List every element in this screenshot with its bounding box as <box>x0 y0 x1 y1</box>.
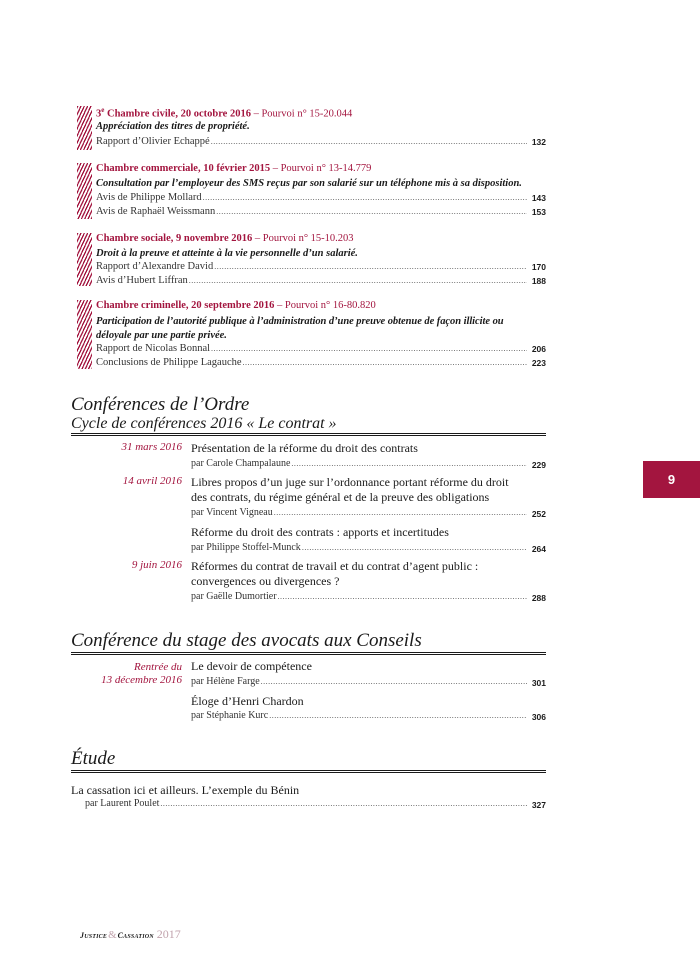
case-heading: Chambre criminelle, 20 septembre 2016 – Pourvoi n° 16-80.820 <box>96 300 376 311</box>
dot-leader <box>160 797 527 810</box>
toc-entry[interactable]: par Carole Champalaune ..... <box>191 457 528 470</box>
page-number: 132 <box>531 137 546 147</box>
case-heading: Chambre sociale, 9 novembre 2016 – Pourvoi n° 15-10.203 <box>96 233 354 244</box>
page-number: 301 <box>531 678 546 688</box>
toc-entry[interactable]: Rapport de Nicolas Bonnal ..... <box>96 342 528 355</box>
section-rule <box>71 433 546 436</box>
conference-date: 31 mars 2016 <box>121 441 182 453</box>
stripe-decoration <box>77 233 92 286</box>
case-subject: Droit à la preuve et atteinte à la vie personnelle d’un salarié. <box>96 248 358 259</box>
toc-entry[interactable]: Rapport d’Olivier Echappé ..... <box>96 135 528 148</box>
dot-leader <box>274 506 527 519</box>
conference-title: Réformes du contrat de travail et du contrat d’agent public : convergences ou divergences ? <box>191 559 479 588</box>
page-number: 252 <box>531 509 546 519</box>
toc-entry[interactable]: par Gaëlle Dumortier ..... <box>191 590 528 603</box>
conference-date: Rentrée du 13 décembre 2016 <box>101 661 182 686</box>
conference-title: Libres propos d’un juge sur l’ordonnance portant réforme du droit des contrats, du régime général et de la preuve des obligations <box>191 475 509 504</box>
dot-leader <box>216 205 527 218</box>
page-number: 327 <box>531 800 546 810</box>
dot-leader <box>278 590 527 603</box>
page-number: 153 <box>531 207 546 217</box>
section-subtitle: Cycle de conférences 2016 « Le contrat » <box>71 415 337 432</box>
conference-title: Présentation de la réforme du droit des contrats <box>191 441 418 455</box>
section-rule <box>71 652 546 655</box>
page-number: 188 <box>531 276 546 286</box>
conference-date: 14 avril 2016 <box>122 475 182 487</box>
toc-entry[interactable]: par Laurent Poulet ..... <box>85 797 528 810</box>
dot-leader <box>211 135 527 148</box>
conference-title: Le devoir de compétence <box>191 659 312 673</box>
toc-entry[interactable]: Rapport d’Alexandre David ..... <box>96 260 528 273</box>
conference-title: Éloge d’Henri Chardon <box>191 694 304 708</box>
page-number: 143 <box>531 193 546 203</box>
page-number: 170 <box>531 262 546 272</box>
dot-leader <box>291 457 527 470</box>
case-heading: Chambre commerciale, 10 février 2015 – Pourvoi n° 13-14.779 <box>96 163 372 174</box>
stripe-decoration <box>77 163 92 219</box>
case-heading: 3e Chambre civile, 20 octobre 2016 – Pourvoi n° 15-20.044 <box>96 106 353 120</box>
dot-leader <box>214 260 527 273</box>
section-title: Étude <box>71 748 116 769</box>
page-number: 206 <box>531 344 546 354</box>
page-number: 288 <box>531 593 546 603</box>
study-title: La cassation ici et ailleurs. L’exemple du Bénin <box>71 783 300 797</box>
toc-entry[interactable]: par Vincent Vigneau ..... <box>191 506 528 519</box>
toc-entry[interactable]: Avis de Philippe Mollard ..... <box>96 191 528 204</box>
dot-leader <box>302 541 527 554</box>
dot-leader <box>189 274 527 287</box>
conference-date: 9 juin 2016 <box>131 559 182 571</box>
case-subject: Appréciation des titres de propriété. <box>96 121 250 132</box>
page-number: 306 <box>531 712 546 722</box>
dot-leader <box>261 675 527 688</box>
dot-leader <box>243 356 527 369</box>
footer-logo: Justice&Cassation 2017 <box>80 927 181 941</box>
page-number: 223 <box>531 358 546 368</box>
stripe-decoration <box>77 106 92 150</box>
section-title: Conférences de l’Ordre <box>71 394 250 415</box>
case-subject: Participation de l’autorité publique à l’administration d’une preuve obtenue de façon illicite ou déloyale par une partie privée. <box>96 316 504 341</box>
dot-leader <box>269 709 527 722</box>
toc-entry[interactable]: par Philippe Stoffel-Munck ..... <box>191 541 528 554</box>
stripe-decoration <box>77 300 92 369</box>
section-rule <box>71 770 546 773</box>
dot-leader <box>203 191 527 204</box>
dot-leader <box>211 342 527 355</box>
toc-entry[interactable]: Conclusions de Philippe Lagauche ..... <box>96 356 528 369</box>
toc-entry[interactable]: Avis de Raphaël Weissmann ..... <box>96 205 528 218</box>
toc-entry[interactable]: Avis d’Hubert Liffran ..... <box>96 274 528 287</box>
toc-entry[interactable]: par Stéphanie Kurc ..... <box>191 709 528 722</box>
toc-entry[interactable]: par Hélène Farge ..... <box>191 675 528 688</box>
page-number: 229 <box>531 460 546 470</box>
page-number: 264 <box>531 544 546 554</box>
section-title: Conférence du stage des avocats aux Conseils <box>71 630 422 651</box>
conference-title: Réforme du droit des contrats : apports et incertitudes <box>191 525 449 539</box>
case-subject: Consultation par l’employeur des SMS reçus par son salarié sur un téléphone mis à sa disposition. <box>96 178 522 189</box>
page-tab: 9 <box>643 461 700 498</box>
